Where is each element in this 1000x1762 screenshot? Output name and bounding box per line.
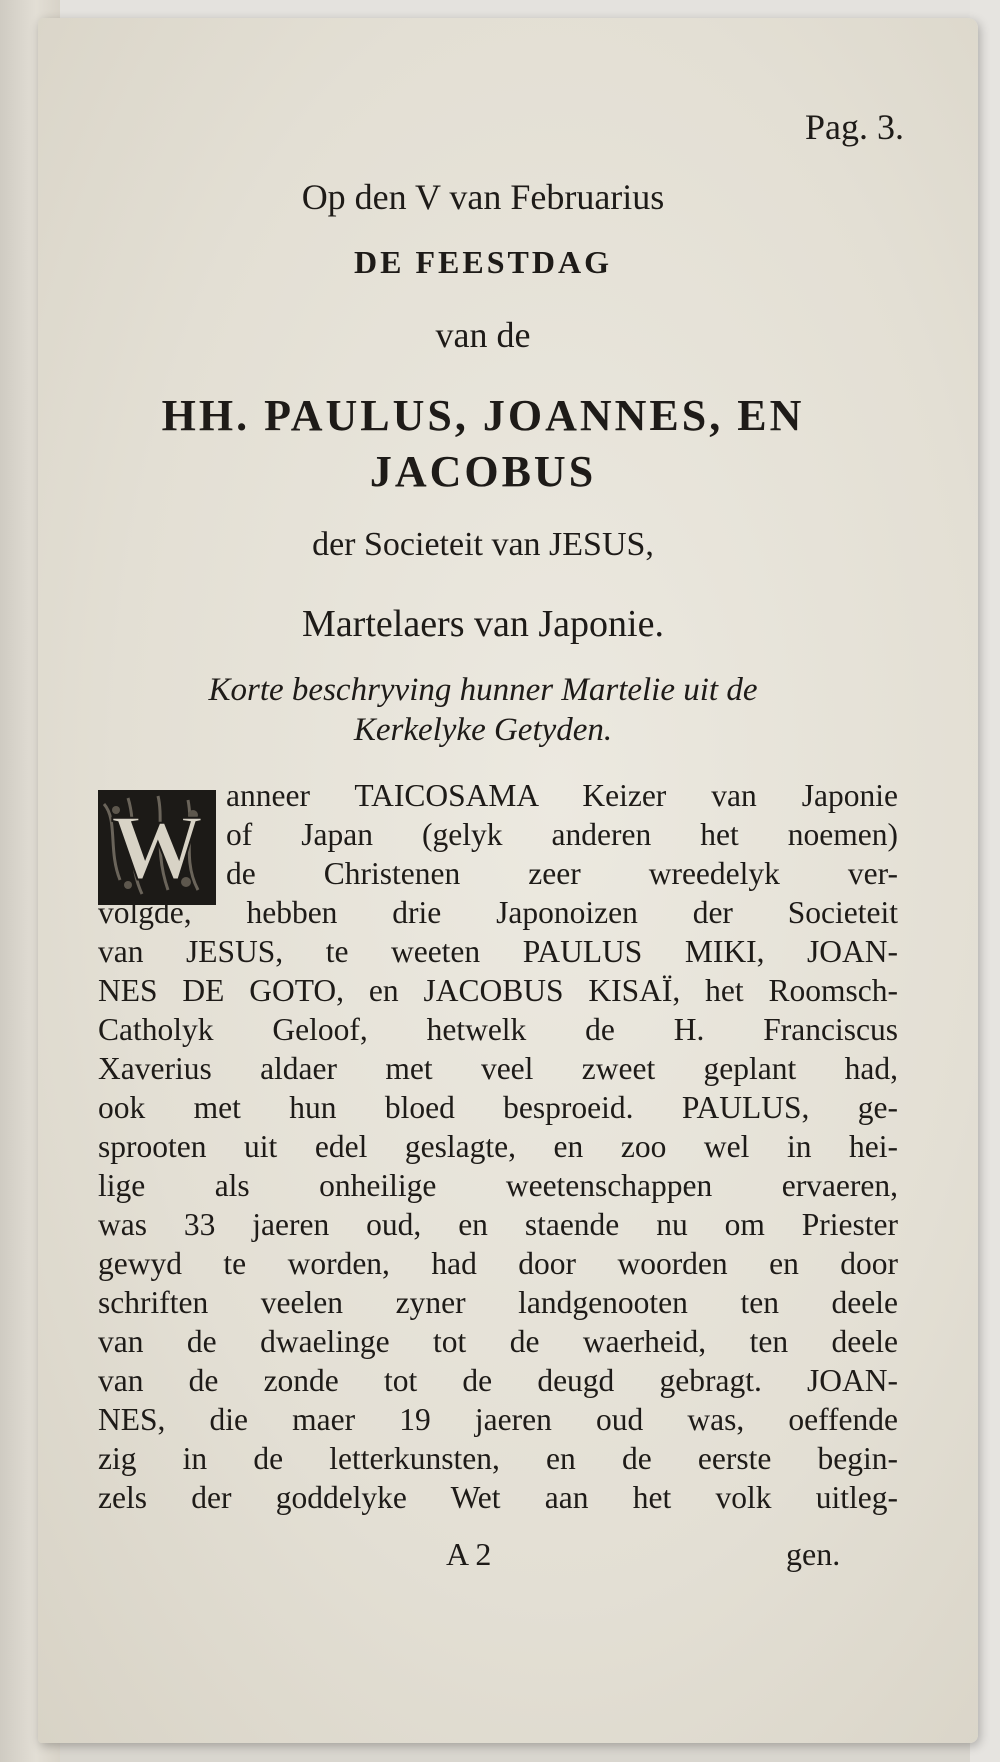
- text-line: Xaverius aldaer met veel zweet geplant had,: [98, 1051, 898, 1086]
- text-line: anneer TAICOSAMA Keizer van Japonie: [226, 778, 898, 813]
- text-line: van JESUS, te weeten PAULUS MIKI, JOAN-: [98, 934, 898, 969]
- date-line: Op den V van Februarius: [301, 177, 665, 217]
- page-number: Pag. 3.: [805, 107, 904, 147]
- text-line: NES, die maer 19 jaeren oud was, oeffende: [98, 1402, 898, 1437]
- saints-heading-line1: HH. PAULUS, JOANNES, EN: [161, 391, 805, 440]
- text-line: ook met hun bloed besproeid. PAULUS, ge-: [98, 1090, 898, 1125]
- text-line: volgde, hebben drie Japonoizen der Societeit: [98, 895, 898, 930]
- text-line: Catholyk Geloof, hetwelk de H. Franciscus: [98, 1012, 898, 1047]
- catchword: gen.: [786, 1536, 841, 1572]
- signature-mark: A 2: [446, 1536, 492, 1572]
- decorated-initial: [98, 790, 216, 905]
- initial-letter: W: [111, 796, 203, 898]
- text-line: lige als onheilige weetenschappen ervaeren,: [98, 1168, 898, 1203]
- martyrs-line: Martelaers van Japonie.: [302, 603, 664, 645]
- text-line: gewyd te worden, had door woorden en door: [98, 1246, 898, 1281]
- text-line: NES DE GOTO, en JACOBUS KISAÏ, het Roomsch-: [98, 973, 898, 1008]
- text-line: zig in de letterkunsten, en de eerste begin-: [98, 1441, 898, 1476]
- text-line: schriften veelen zyner landgenooten ten deele: [98, 1285, 898, 1320]
- subtitle-line1: Korte beschryving hunner Martelie uit de: [208, 672, 758, 708]
- text-line: de Christenen zeer wreedelyk ver-: [226, 856, 898, 891]
- society-line: der Societeit van JESUS,: [312, 526, 654, 563]
- text-line: of Japan (gelyk anderen het noemen): [226, 817, 898, 852]
- subtitle-line2: Kerkelyke Getyden.: [353, 712, 613, 748]
- text-line: van de dwaelinge tot de waerheid, ten deele: [98, 1324, 898, 1359]
- text-line: was 33 jaeren oud, en staende nu om Priester: [98, 1207, 898, 1242]
- van-de-line: van de: [435, 315, 531, 355]
- decorated-initial-ornament: [98, 790, 216, 905]
- text-line: sprooten uit edel geslagte, en zoo wel in hei-: [98, 1129, 898, 1164]
- saints-heading-line2: JACOBUS: [369, 447, 597, 496]
- text-line: van de zonde tot de deugd gebragt. JOAN-: [98, 1363, 898, 1398]
- feast-heading: DE FEESTDAG: [354, 244, 612, 280]
- book-page: [38, 18, 978, 1743]
- text-line: zels der goddelyke Wet aan het volk uitleg-: [98, 1480, 898, 1515]
